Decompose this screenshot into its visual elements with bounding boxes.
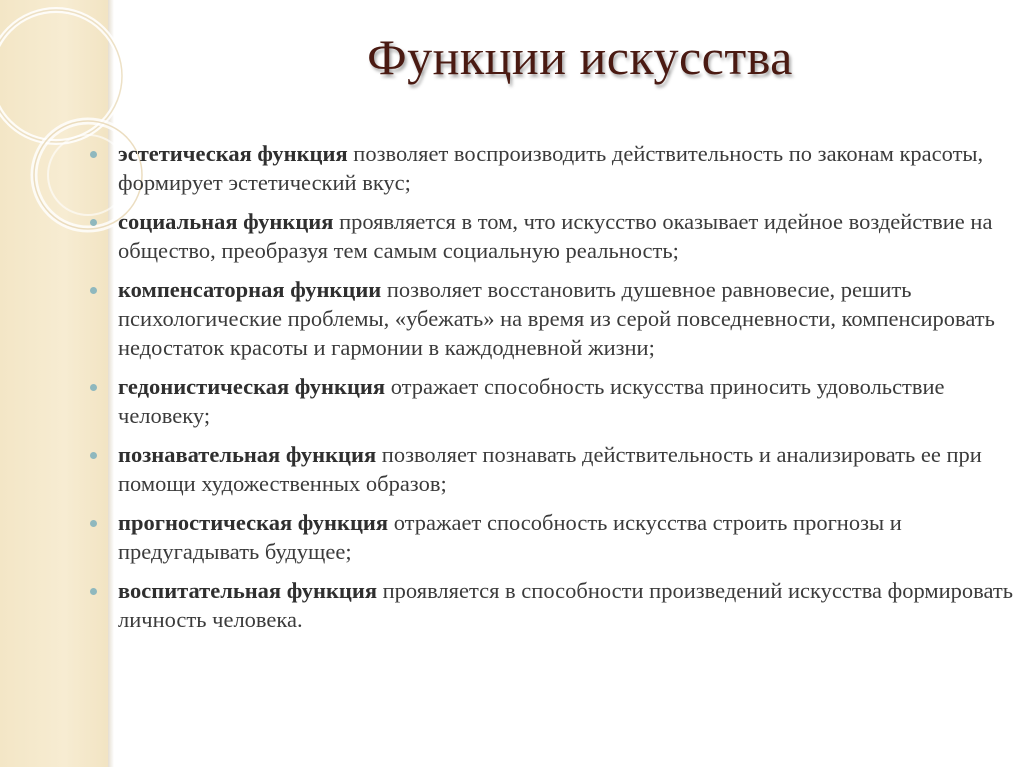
function-term: воспитательная функция [118,578,378,603]
bullet-icon [90,452,97,459]
bullet-icon [90,384,97,391]
list-item [90,440,1020,498]
bullet-icon [90,520,97,527]
list-item [90,372,1020,430]
bullet-icon [90,287,97,294]
function-description: позволяет восстановить душевное равновесие, решить психологические проблемы, «убежать» на время из серой повседневности, компенсировать недостаток красоты и гармонии в каждодневной жизни; [118,277,995,360]
function-description: позволяет познавать действительность и анализировать ее при помощи художественных образов; [118,442,982,496]
list-item [90,576,1020,634]
bullet-icon [90,219,97,226]
list-item [90,139,1020,197]
list-item [90,207,1020,265]
function-term: познавательная функция [118,442,377,467]
function-description: отражает способность искусства приносить удовольствие человеку; [118,374,945,428]
function-description: отражает способность искусства строить прогнозы и предугадывать будущее; [118,510,902,564]
function-term: прогностическая функция [118,510,389,535]
function-description: проявляется в том, что искусство оказывает идейное воздействие на общество, преобразуя тем самым социальную реальность; [118,209,993,263]
function-description: позволяет воспроизводить действительность по законам красоты, формирует эстетический вкус; [118,141,984,195]
list-item [90,275,1020,362]
function-term: социальная функция [118,209,334,234]
function-term: гедонистическая функция [118,374,386,399]
page-title: Функции искусства [367,29,793,85]
list-item [90,508,1020,566]
function-description: проявляется в способности произведений искусства формировать личность человека. [118,578,1013,632]
functions-list [90,139,1020,644]
bullet-icon [90,588,97,595]
function-term: эстетическая функция [118,141,348,166]
function-term: компенсаторная функции [118,277,382,302]
bullet-icon [90,151,97,158]
